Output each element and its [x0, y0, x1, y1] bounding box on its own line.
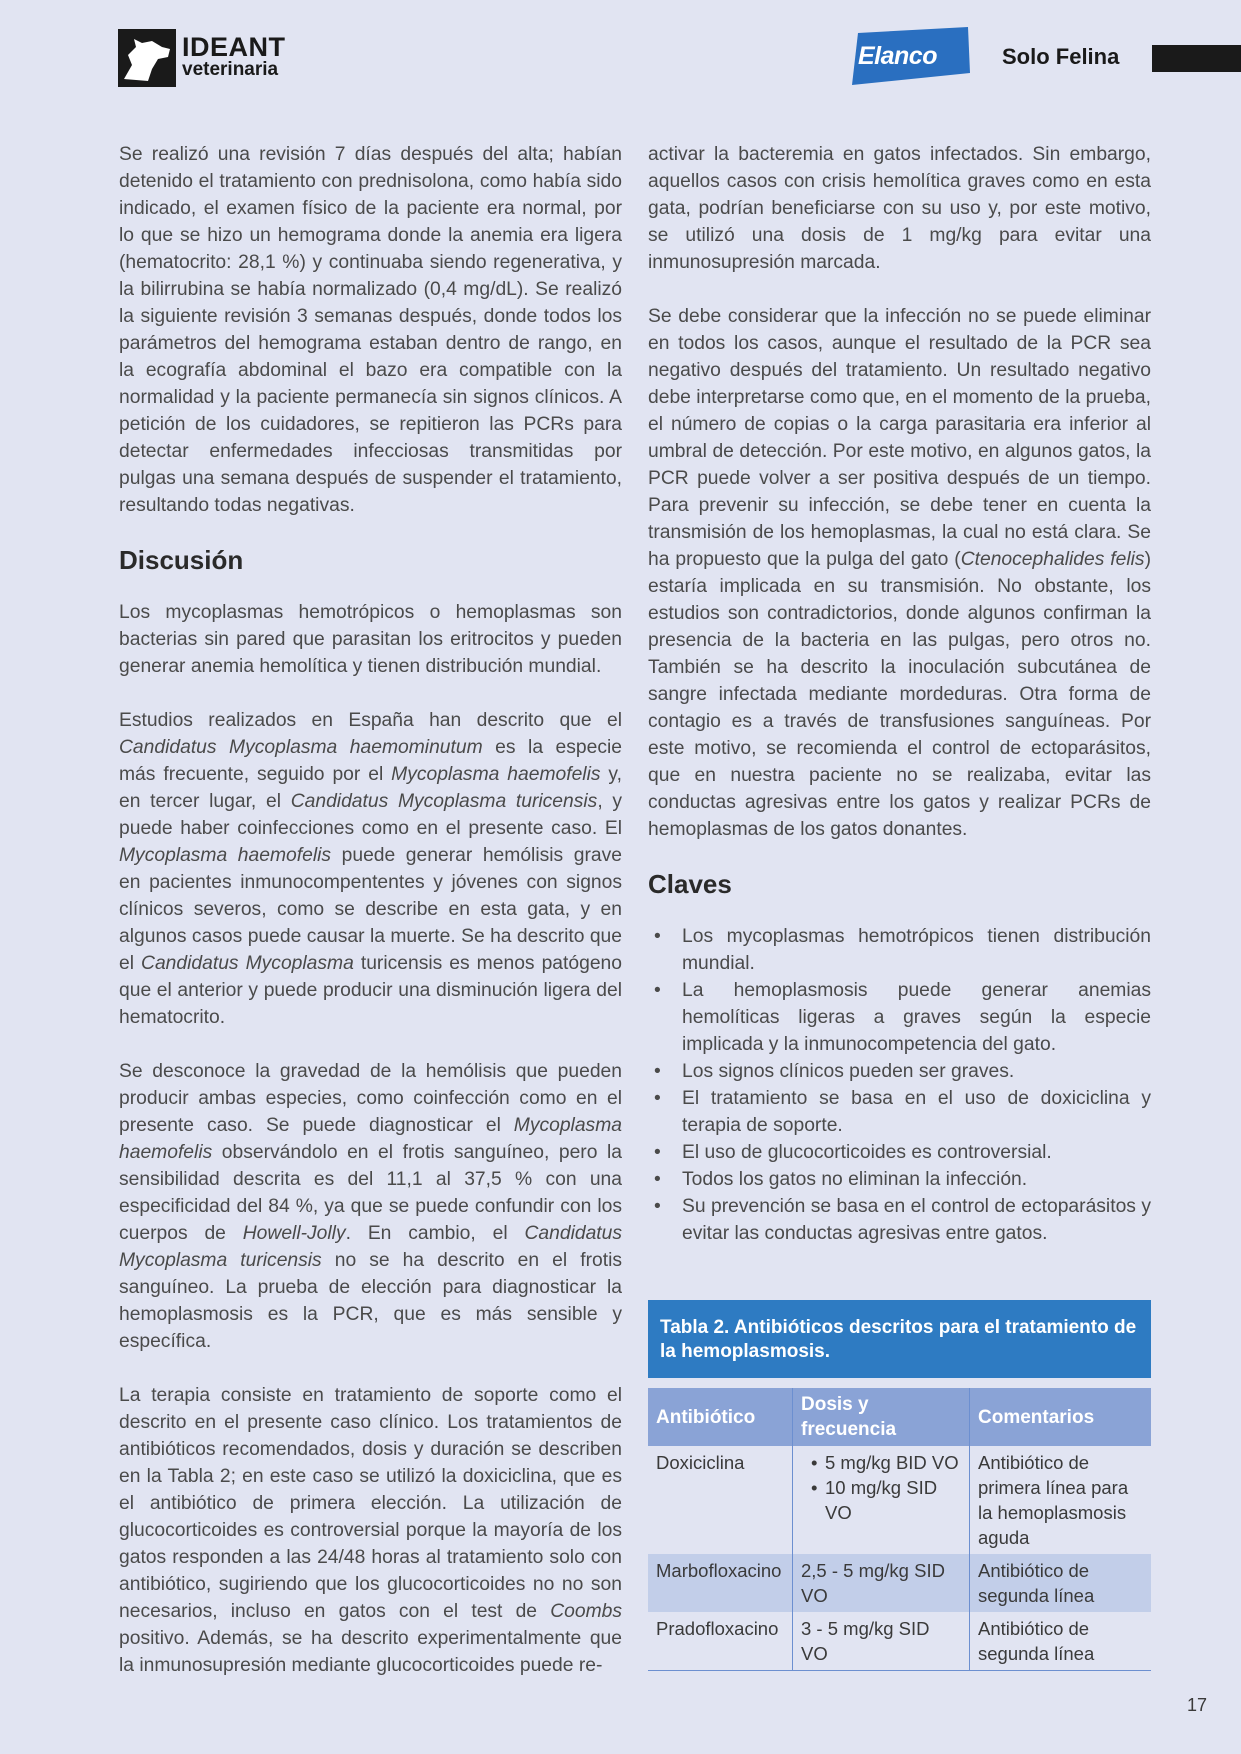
paragraph: La terapia consiste en tratamiento de soporte como el descrito en el presente caso clínico. Los tratamientos de antibióticos recomendados, dosis y duración se describen en la Tabla 2; en este caso se utilizó la doxiciclina, que es el antibiótico de primera elección. La utilización de glucocorticoides es controversial porque la mayoría de los gatos responden a las 24/48 horas al tratamiento solo con antibiótico, sugiriendo que los glucocorticoides no no son necesarios, incluso en gatos con el test de Coombs positivo. Además, se ha descrito experimentalmente que la inmunosupresión mediante glucocorticoides puede re-	[119, 1385, 622, 1676]
elanco-logo-text: Elanco	[858, 42, 937, 70]
table-row	[648, 1446, 1151, 1554]
heading-claves: Claves	[648, 869, 732, 899]
table-cell: Marbofloxacino	[648, 1554, 793, 1612]
table-cell: Antibiótico de primera línea para la hemoplasmosis aguda	[970, 1446, 1152, 1554]
table-cell: Pradofloxacino	[648, 1612, 793, 1671]
ideant-logo	[118, 29, 298, 87]
paragraph: Se realizó una revisión 7 días después del alta; habían detenido el tratamiento con prednisolona, como había sido indicado, el examen físico de la paciente era normal, por lo que se hizo un hemograma donde la anemia era ligera (hematocrito: 28,1 %) y continuaba siendo regenerativa, y la bilirrubina se había normalizado (0,4 mg/dL). Se realizó la siguiente revisión 3 semanas después, donde todos los parámetros del hemograma estaban dentro de rango, en la ecografía abdominal el bazo era compatible con la normalidad y la paciente permanecía sin signos clínicos. A petición de los cuidadores, se repitieron las PCRs para detectar enfermedades infecciosas transmitidas por pulgas una semana después de suspender el tratamiento, resultando todas negativas.	[119, 144, 622, 516]
elanco-logo	[848, 27, 972, 85]
dose-item: • 5 mg/kg BID VO	[811, 1450, 961, 1475]
paragraph: Estudios realizados en España han descrito que el Candidatus Mycoplasma haemominutum es la especie más frecuente, seguido por el Mycoplasma haemofelis y, en tercer lugar, el Candidatus Mycoplasma turicensis, y puede haber coinfecciones como en el presente caso. El Mycoplasma haemofelis puede generar hemólisis grave en pacientes inmunocompententes y jóvenes con signos clínicos severos, como se describe en esta gata, y en algunos casos puede causar la muerte. Se ha descrito que el Candidatus Mycoplasma turicensis es menos patógeno que el anterior y puede producir una disminución ligera del hematocrito.	[119, 710, 623, 1028]
column-header: Comentarios	[970, 1388, 1152, 1446]
list-item: • Los signos clínicos pueden ser graves.	[682, 1058, 1151, 1085]
table-cell	[793, 1446, 970, 1554]
page-number: 17	[1187, 1695, 1208, 1715]
table-cell: Antibiótico de segunda línea	[970, 1554, 1152, 1612]
table-title: Tabla 2. Antibióticos descritos para el tratamiento de la hemoplasmosis.	[648, 1300, 1151, 1378]
section-title: Solo Felina	[1002, 44, 1120, 69]
right-column	[648, 141, 1151, 1247]
list-item: • La hemoplasmosis puede generar anemias hemolíticas ligeras a graves según la especie implicada y la inmunocompetencia del gato.	[682, 977, 1151, 1058]
table-cell: Antibiótico de segunda línea	[970, 1612, 1152, 1671]
section-bar	[1152, 45, 1241, 72]
list-item: • Su prevención se basa en el control de ectoparásitos y evitar las conductas agresivas entre gatos.	[682, 1193, 1151, 1247]
table-cell: 2,5 - 5 mg/kg SID VO	[793, 1554, 970, 1612]
list-item: • Todos los gatos no eliminan la infección.	[682, 1166, 1151, 1193]
left-column	[119, 141, 622, 1679]
list-item: • El tratamiento se basa en el uso de doxiciclina y terapia de soporte.	[682, 1085, 1151, 1139]
table-cell: 3 - 5 mg/kg SID VO	[793, 1612, 970, 1671]
table-cell: Doxiciclina	[656, 1452, 745, 1473]
dose-item: • 10 mg/kg SID VO	[811, 1475, 961, 1525]
paragraph: Los mycoplasmas hemotrópicos o hemoplasmas son bacterias sin pared que parasitan los eritrocitos y pueden generar anemia hemolítica y tienen distribución mundial.	[119, 602, 622, 677]
table-row	[648, 1612, 1151, 1671]
claves-list	[648, 923, 1151, 1247]
table	[648, 1388, 1151, 1671]
paragraph: Se debe considerar que la infección no se puede eliminar en todos los casos, aunque el resultado de la PCR sea negativo después del tratamiento. Un resultado negativo debe interpretarse como que, en el momento de la prueba, el número de copias o la carga parasitaria era inferior al umbral de detección. Por este motivo, en algunos gatos, la PCR puede volver a ser positiva después de un tiempo. Para prevenir su infección, se debe tener en cuenta la transmisión de los hemoplasmas, la cual no está clara. Se ha propuesto que la pulga del gato (Ctenocephalides felis) estaría implicada en su transmisión. No obstante, los estudios son contradictorios, donde algunos confirman la presencia de la bacteria en las pulgas, pero otros no. También se ha descrito la inoculación subcutánea de sangre infectada mediante mordeduras. Otra forma de contagio es a través de transfusiones sanguíneas. Por este motivo, se recomienda el control de ectoparásitos, que en nuestra paciente no se realizaba, evitar las conductas agresivas entre los gatos y realizar PCRs de hemoplasmas de los gatos donantes.	[648, 306, 1151, 840]
list-item: • El uso de glucocorticoides es controversial.	[682, 1139, 1151, 1166]
antibiotics-table	[648, 1300, 1151, 1671]
paragraph: Se desconoce la gravedad de la hemólisis que pueden producir ambas especies, como coinfección como en el presente caso. Se puede diagnosticar el Mycoplasma haemofelis observándolo en el frotis sanguíneo, pero la sensibilidad descrita es del 11,1 al 37,5 % con una especificidad del 84 %, ya que se puede confundir con los cuerpos de Howell-Jolly. En cambio, el Candidatus Mycoplasma turicensis no se ha descrito en el frotis sanguíneo. La prueba de elección para diagnosticar la hemoplasmosis es la PCR, que es más sensible y específica.	[119, 1061, 623, 1352]
logo-brand-text: IDEANT	[182, 32, 286, 62]
paragraph: activar la bacteremia en gatos infectados. Sin embargo, aquellos casos con crisis hemolítica graves como en esta gata, podrían beneficiarse con su uso y, por este motivo, se utilizó una dosis de 1 mg/kg para evitar una inmunosupresión marcada.	[648, 144, 1151, 273]
table-row	[648, 1554, 1151, 1612]
heading-discusion: Discusión	[119, 545, 244, 575]
table-header-row	[648, 1388, 1151, 1446]
logo-sub-text: veterinaria	[182, 59, 279, 80]
dog-head-icon	[118, 29, 176, 87]
list-item: • Los mycoplasmas hemotrópicos tienen distribución mundial.	[682, 923, 1151, 977]
column-header: Dosis y frecuencia	[793, 1388, 970, 1446]
column-header: Antibiótico	[648, 1388, 793, 1446]
